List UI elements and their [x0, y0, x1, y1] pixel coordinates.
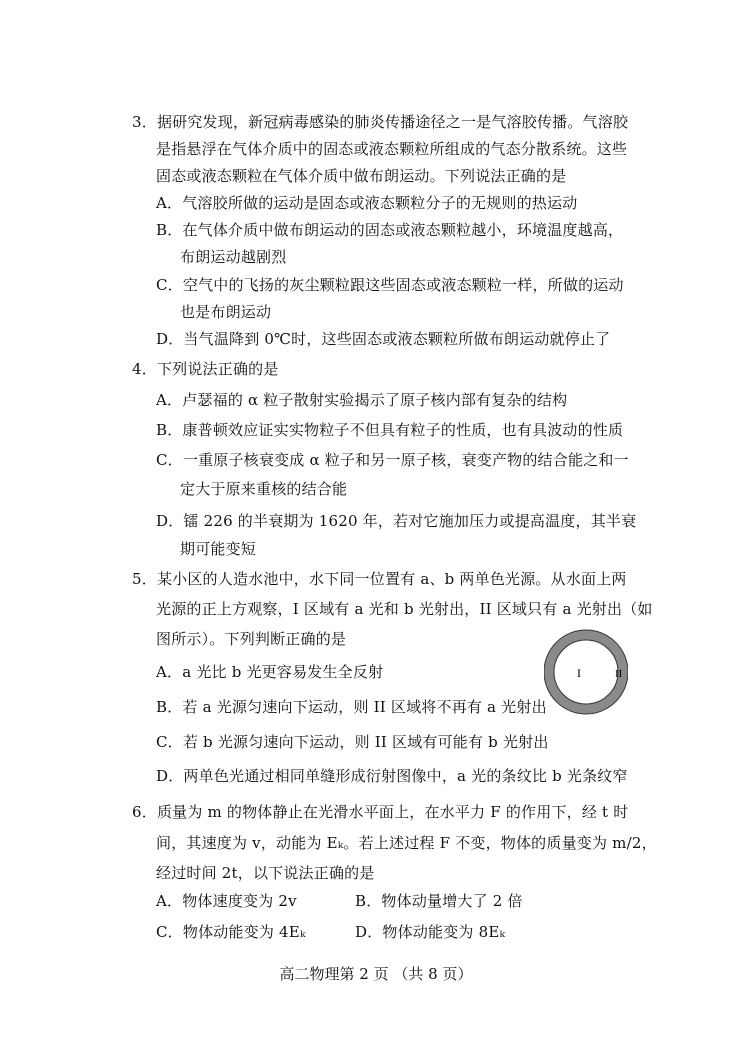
- q3-option-c-cont: 也是布朗运动: [180, 303, 272, 321]
- q5-stem-line-1: 5．某小区的人造水池中，水下同一位置有 a、b 两单色光源。从水面上两: [132, 570, 627, 588]
- q4-option-a: A．卢瑟福的 α 粒子散射实验揭示了原子核内部有复杂的结构: [156, 391, 568, 409]
- q3-option-b: B．在气体介质中做布朗运动的固态或液态颗粒越小，环境温度越高，: [156, 221, 624, 239]
- q5-stem-line-3: 图所示）。下列判断正确的是: [156, 630, 347, 648]
- q4-option-d: D．镭 226 的半衰期为 1620 年，若对它施加压力或提高温度，其半衰: [156, 512, 637, 530]
- inner-circle-region-i: [554, 640, 618, 704]
- q5-option-a: A．a 光比 b 光更容易发生全反射: [156, 663, 384, 681]
- q4-option-d-cont: 期可能变短: [180, 540, 257, 558]
- q3-option-b-cont: 布朗运动越剧烈: [180, 248, 287, 266]
- q5-option-b: B．若 a 光源匀速向下运动，则 II 区域将不再有 a 光射出: [156, 698, 547, 716]
- region-i-label: I: [577, 666, 581, 680]
- q3-option-a: A．气溶胶所做的运动是固态或液态颗粒分子的无规则的热运动: [156, 194, 578, 212]
- region-ii-label: II: [615, 668, 623, 680]
- q6-option-a: A．物体速度变为 2v: [156, 892, 297, 910]
- q6-stem-line-3: 经过时间 2t，以下说法正确的是: [156, 864, 375, 882]
- q6-option-c: C．物体动能变为 4Eₖ: [156, 923, 306, 941]
- q5-stem-line-2: 光源的正上方观察，I 区域有 a 光和 b 光射出，II 区域只有 a 光射出（如: [156, 600, 653, 618]
- q6-stem-line-1: 6．质量为 m 的物体静止在光滑水平面上，在水平力 F 的作用下，经 t 时: [132, 803, 629, 821]
- q3-stem-line-1: 3．据研究发现，新冠病毒感染的肺炎传播途径之一是气溶胶传播。气溶胶: [132, 113, 629, 131]
- q4-option-c: C．一重原子核衰变成 α 粒子和另一原子核，衰变产物的结合能之和一: [156, 451, 629, 469]
- q3-option-c: C．空气中的飞扬的灰尘颗粒跟这些固态或液态颗粒一样，所做的运动: [156, 276, 624, 294]
- page-footer: 高二物理第 2 页 （共 8 页）: [279, 965, 473, 983]
- q5-option-d: D．两单色光通过相同单缝形成衍射图像中，a 光的条纹比 b 光条纹窄: [156, 767, 628, 785]
- q3-stem-line-3: 固态或液态颗粒在气体介质中做布朗运动。下列说法正确的是: [156, 167, 567, 185]
- q6-stem-line-2: 间，其速度为 v，动能为 Eₖ。若上述过程 F 不变，物体的质量变为 m/2，: [156, 834, 657, 852]
- q3-stem-line-2: 是指悬浮在气体介质中的固态或液态颗粒所组成的气态分散系统。这些: [156, 140, 628, 158]
- q6-option-d: D．物体动能变为 8Eₖ: [355, 923, 506, 941]
- q4-option-b: B．康普顿效应证实实物粒子不但具有粒子的性质，也有具波动的性质: [156, 421, 624, 439]
- q6-option-b: B．物体动量增大了 2 倍: [355, 892, 523, 910]
- light-region-diagram: [544, 628, 628, 716]
- q3-option-d: D．当气温降到 0℃时，这些固态或液态颗粒所做布朗运动就停止了: [156, 330, 611, 348]
- q4-stem: 4．下列说法正确的是: [132, 360, 279, 378]
- q5-option-c: C．若 b 光源匀速向下运动，则 II 区域有可能有 b 光射出: [156, 733, 549, 751]
- q4-option-c-cont: 定大于原来重核的结合能: [180, 480, 348, 498]
